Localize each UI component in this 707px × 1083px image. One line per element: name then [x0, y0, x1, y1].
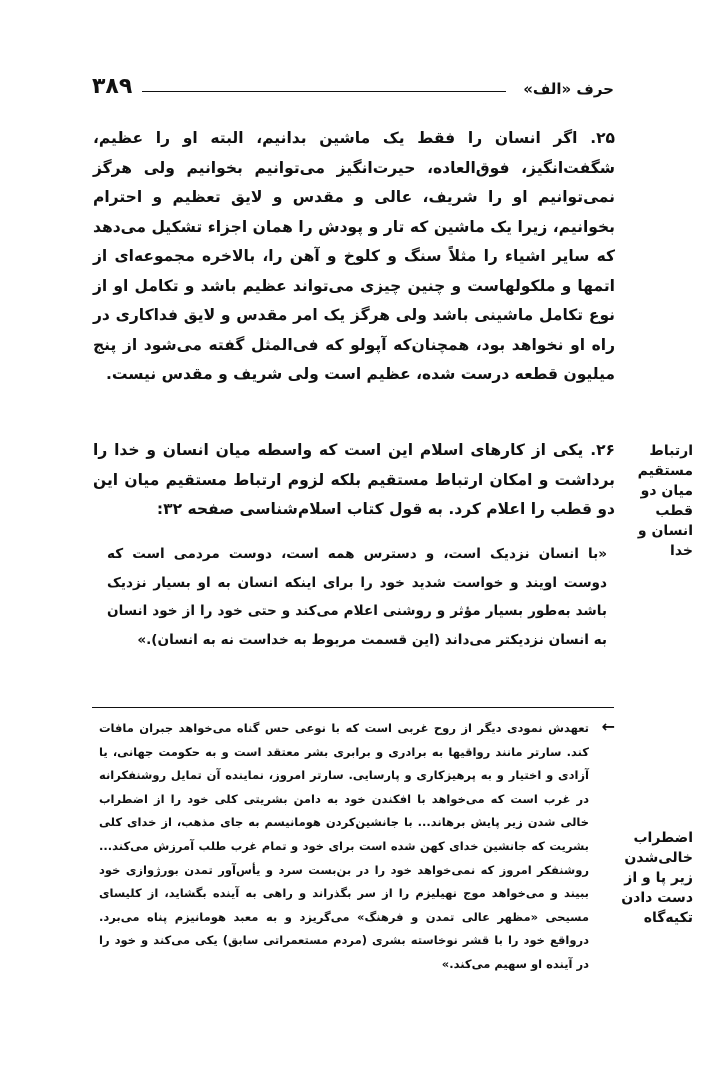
continuation-arrow-icon: ←	[601, 717, 615, 736]
paragraph-number: ۲۶.	[590, 441, 615, 459]
paragraph-text: اگر انسان را فقط یک ماشین بدانیم، البته او را عظیم، شگفت‌انگیز، فوق‌العاده، حیرت‌انگیز می‌توانیم بخوانیم ولی هرگز نمی‌توانیم او را شریف، عالی و مقدس و لایق تعظیم و احترام بخوانیم، زیرا یک ماشین که تار و پودش را همان اجزاء تشکیل می‌دهد که سایر اشیاء را مثلاً سنگ و کلوخ و آهن را، بالاخره مجموعه‌ای از اتمها و ملکولهاست و چنین چیزی می‌تواند عظیم باشد و تکامل او از نوع تکامل ماشینی باشد ولی هرگز یک امر مقدس و لایق فداکاری در راه او نخواهد بود، همچنان‌که آپولو که فی‌المثل گفته می‌شود از پنج میلیون قطعه درست شده، عظیم است ولی شریف و مقدس نیست.	[93, 129, 615, 383]
paragraph-number: ۲۵.	[590, 129, 615, 147]
page-number: ۳۸۹	[92, 74, 133, 99]
paragraph-26	[93, 436, 615, 525]
paragraph-text: یکی از کارهای اسلام این است که واسطه میان انسان و خدا را برداشت و امکان ارتباط مستقیم بلکه لزوم ارتباط مستقیم میان این دو قطب را اعلام کرد. به قول کتاب اسلام‌شناسی صفحه ۳۲:	[93, 441, 615, 518]
page-header	[92, 74, 614, 104]
paragraph-25	[93, 124, 615, 390]
footnote-rule	[92, 707, 614, 708]
side-note-direct-connection: ارتباط مستقیم میان دو قطب انسان و خدا	[637, 443, 693, 559]
header-rule	[142, 91, 506, 92]
block-quote: «با انسان نزدیک است، و دسترس همه است، دوست مردمی است که دوست اویند و خواست شدید خود را برای اینکه انسان به او بسیار نزدیک باشد به‌طور بسیار مؤثر و روشنی اعلام می‌کند و حتی خود را از خود انسان به انسان نزدیکتر می‌داند (این قسمت مربوط به خداست نه به انسان).»	[107, 546, 607, 648]
side-note-anxiety: اضطراب خالی‌شدن زیر پا و از دست دادن تکیه‌گاه	[621, 830, 693, 926]
footnote-text: تعهدش نمودی دیگر از روح غربی است که با نوعی حس گناه می‌خواهد جبران مافات کند. سارتر مانند رواقیها به برادری و برابری بشر معتقد است و به حکومت جهانی، یا آزادی و اختیار و به پرهیزکاری و پارسایی. سارتر امروز، نماینده آن تمایل روشنفکرانه در غرب است که می‌خواهد با افکندن خود به دامن بشریتی کلی خود را از اضطراب خالی شدن زیر پایش برهاند... با جانشین‌کردن هومانیسم به جای مذهب، از خدای کلی بشریت که جانشین خدای کهن شده است برای خود و تمام غرب طلب آمرزش می‌کند... روشنفکر امروز که نمی‌خواهد خود را در بن‌بست سرد و یأس‌آور تمدن بورژوازی خود ببیند و می‌خواهد موج نهیلیزم را از سر بگذراند و راهی به آینده بگشاید، از کلیسای مسیحی «مظهر عالی تمدن و فرهنگ» می‌گریزد و به معبد هومانیزم پناه می‌برد. درواقع خود را با قشر نوخاسته بشری (مردم مستعمراتی سابق) یکی می‌کند و خود را در آینده او سهیم می‌کند.»	[99, 721, 589, 971]
running-head: حرف «الف»	[523, 80, 614, 98]
